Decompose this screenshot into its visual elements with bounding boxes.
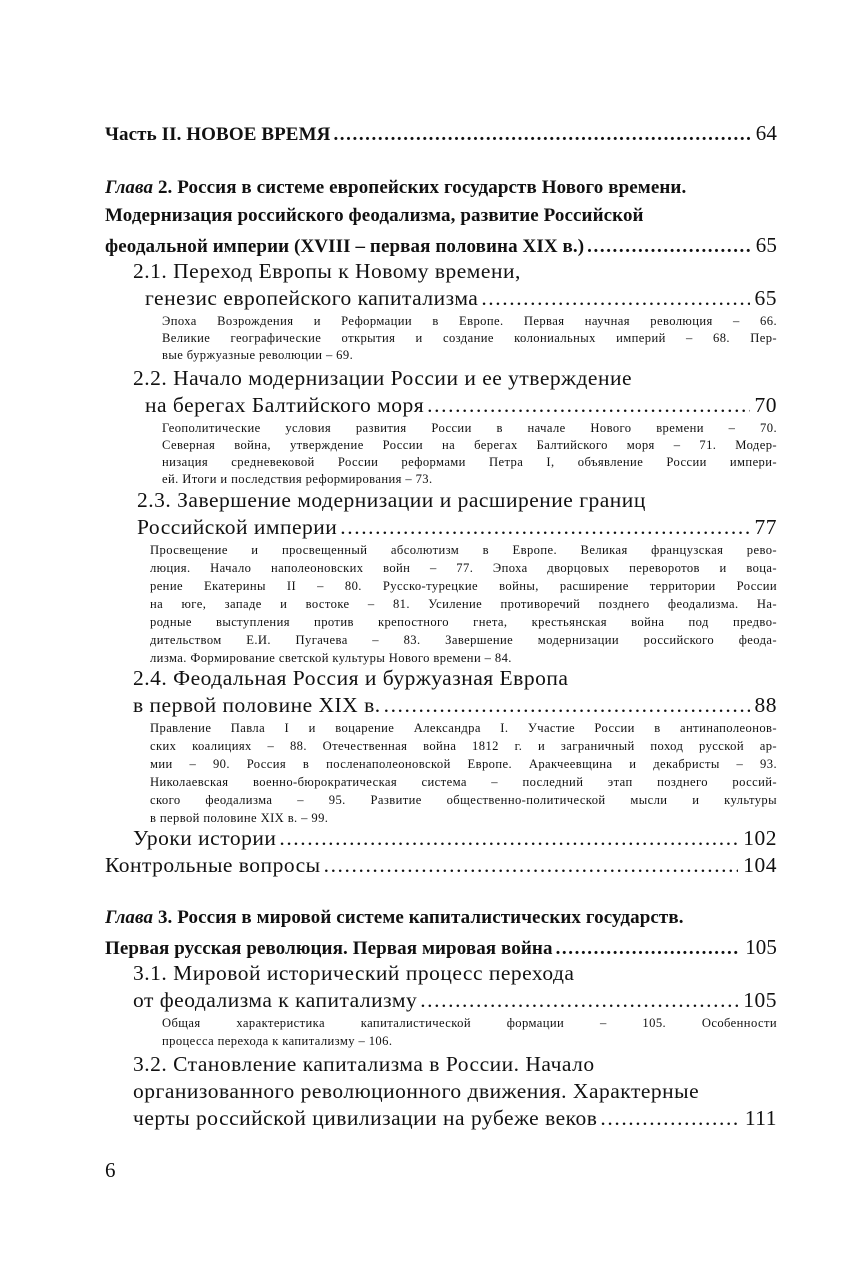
toc-entry-part-2[interactable] [105, 121, 777, 146]
section-desc-line: люция. Начало наполеоновских войн – 77. Эпоха дворцовых переворотов и воца- [150, 561, 777, 575]
section-desc-line: Просвещение и просвещенный абсолютизм в Европе. Великая французская рево- [150, 543, 777, 557]
section-desc-line: Правление Павла I и воцарение Александра I. Участие России в антинаполеонов- [150, 721, 777, 735]
toc-entry-2-1-line-2[interactable] [145, 286, 777, 311]
entry-label: Контрольные вопросы [105, 853, 321, 877]
section-title-line: 2.4. Феодальная Россия и буржуазная Европа [133, 666, 569, 690]
leader-dots [384, 693, 750, 718]
page-ref: 111 [744, 1106, 777, 1130]
toc-entry-lessons[interactable] [133, 826, 777, 851]
page-ref: 105 [743, 988, 777, 1012]
chapter-prefix: Глава [105, 907, 154, 928]
page-number: 6 [105, 1158, 116, 1182]
section-desc-line: ских коалициях – 88. Отечественная война 1812 г. и заграничный поход русской ар- [150, 739, 777, 753]
section-title-line: 2.3. Завершение модернизации и расширение границ [137, 488, 646, 512]
toc-entry-2-4-line-2[interactable] [133, 693, 777, 718]
toc-entry-2-2[interactable] [133, 366, 777, 391]
page-ref: 88 [754, 693, 777, 717]
toc-entry-3-2[interactable] [133, 1052, 777, 1077]
chapter-2-heading-line-3[interactable] [105, 233, 777, 258]
chapter-title-line: Россия в системе европейских государств Нового времени. [177, 177, 687, 198]
page-ref: 102 [743, 826, 777, 850]
section-title-line: 3.1. Мировой исторический процесс перехода [133, 961, 575, 985]
section-desc-line: вые буржуазные революции – 69. [162, 348, 354, 362]
toc-entry-2-3-line-2[interactable] [137, 515, 777, 540]
chapter-title-line: Россия в мировой системе капиталистических государств. [177, 907, 684, 928]
chapter-prefix: Глава [105, 177, 154, 198]
section-desc-line: ского феодализма – 95. Развитие общественно-политической мысли и культуры [150, 793, 777, 807]
section-title-line: организованного революционного движения. Характерные [133, 1079, 700, 1103]
chapter-number: 2. [157, 177, 173, 198]
part-title: Часть II. НОВОЕ ВРЕМЯ [105, 124, 331, 145]
entry-label: Уроки истории [133, 826, 277, 850]
toc-entry-3-1-line-2[interactable] [133, 988, 777, 1013]
section-desc-line: Геополитические условия развития России в начале Нового времени – 70. [162, 421, 777, 435]
section-title-line: Российской империи [137, 515, 338, 539]
chapter-2-heading-line-2 [105, 205, 777, 227]
page-ref: 104 [743, 853, 777, 877]
leader-dots [279, 826, 738, 851]
toc-entry-3-1[interactable] [133, 961, 777, 986]
section-desc-line: в первой половине XIX в. – 99. [150, 811, 329, 825]
section-desc-line: Великие географические открытия и создание колониальных империй – 68. Пер- [162, 331, 777, 345]
page-ref: 65 [755, 233, 777, 257]
page-ref: 105 [745, 935, 777, 959]
toc-entry-questions[interactable] [105, 853, 777, 878]
page-ref: 64 [755, 121, 777, 145]
leader-dots [587, 236, 751, 258]
toc-entry-2-2-line-2[interactable] [145, 393, 777, 418]
section-desc-line: рение Екатерины II – 80. Русско-турецкие войны, расширение территории России [150, 579, 777, 593]
page-ref: 77 [754, 515, 777, 539]
section-title-line: в первой половине XIX в. [133, 693, 381, 717]
section-title-line: генезис европейского капитализма [145, 286, 479, 310]
section-title-line: 3.2. Становление капитализма в России. Начало [133, 1052, 595, 1076]
toc-entry-2-1[interactable] [133, 259, 777, 284]
section-desc-line: Северная война, утверждение России на берегах Балтийского моря – 71. Модер- [162, 438, 777, 452]
toc-entry-3-2-line-2 [133, 1079, 777, 1104]
section-desc-line: мии – 90. Россия в посленаполеоновской Европе. Аракчеевщина и декабристы – 93. [150, 757, 777, 771]
section-title-line: 2.1. Переход Европы к Новому времени, [133, 259, 521, 283]
leader-dots [333, 124, 750, 146]
leader-dots [600, 1106, 739, 1131]
leader-dots [420, 988, 738, 1013]
leader-dots [481, 286, 749, 311]
page-ref: 65 [754, 286, 777, 310]
section-desc-line: процесса перехода к капитализму – 106. [162, 1034, 393, 1048]
chapter-number: 3. [157, 907, 173, 928]
page-ref: 70 [754, 393, 777, 417]
section-title-line: черты российской цивилизации на рубеже веков [133, 1106, 598, 1130]
chapter-title-line: Модернизация российского феодализма, развитие Российской [105, 205, 644, 226]
toc-entry-2-3[interactable] [137, 488, 777, 513]
section-desc-line: Эпоха Возрождения и Реформации в Европе. Первая научная революция – 66. [162, 314, 777, 328]
chapter-title-line: Первая русская революция. Первая мировая война [105, 938, 553, 959]
toc-entry-3-2-line-3[interactable] [133, 1106, 777, 1131]
section-desc-line: на юге, западе и востоке – 81. Усиление противоречий позднего феодализма. На- [150, 597, 777, 611]
section-title-line: от феодализма к капитализму [133, 988, 418, 1012]
section-desc-line: родные выступления против крепостного гнета, крестьянская война под предво- [150, 615, 777, 629]
leader-dots [427, 393, 749, 418]
leader-dots [324, 853, 739, 878]
toc-entry-2-4[interactable] [133, 666, 777, 691]
section-title-line: 2.2. Начало модернизации России и ее утверждение [133, 366, 633, 390]
leader-dots [340, 515, 749, 540]
chapter-2-heading-line-1[interactable] [105, 177, 777, 199]
section-desc-line: низация средневековой России реформами Петра I, объявление России импери- [162, 455, 777, 469]
section-desc-line: Николаевская военно-бюрократическая система – последний этап позднего россий- [150, 775, 777, 789]
section-desc-line: дительством Е.И. Пугачева – 83. Завершение модернизации российского феода- [150, 633, 777, 647]
section-title-line: на берегах Балтийского моря [145, 393, 425, 417]
section-desc-line: ей. Итоги и последствия реформирования – 73. [162, 472, 433, 486]
chapter-3-heading-line-2[interactable] [105, 935, 777, 960]
leader-dots [556, 938, 741, 960]
chapter-3-heading-line-1[interactable] [105, 907, 777, 929]
chapter-title-line: феодальной империи (XVIII – первая половина XIX в.) [105, 236, 585, 257]
section-desc-line: Общая характеристика капиталистической формации – 105. Особенности [162, 1016, 777, 1030]
section-desc-line: лизма. Формирование светской культуры Нового времени – 84. [150, 651, 512, 665]
